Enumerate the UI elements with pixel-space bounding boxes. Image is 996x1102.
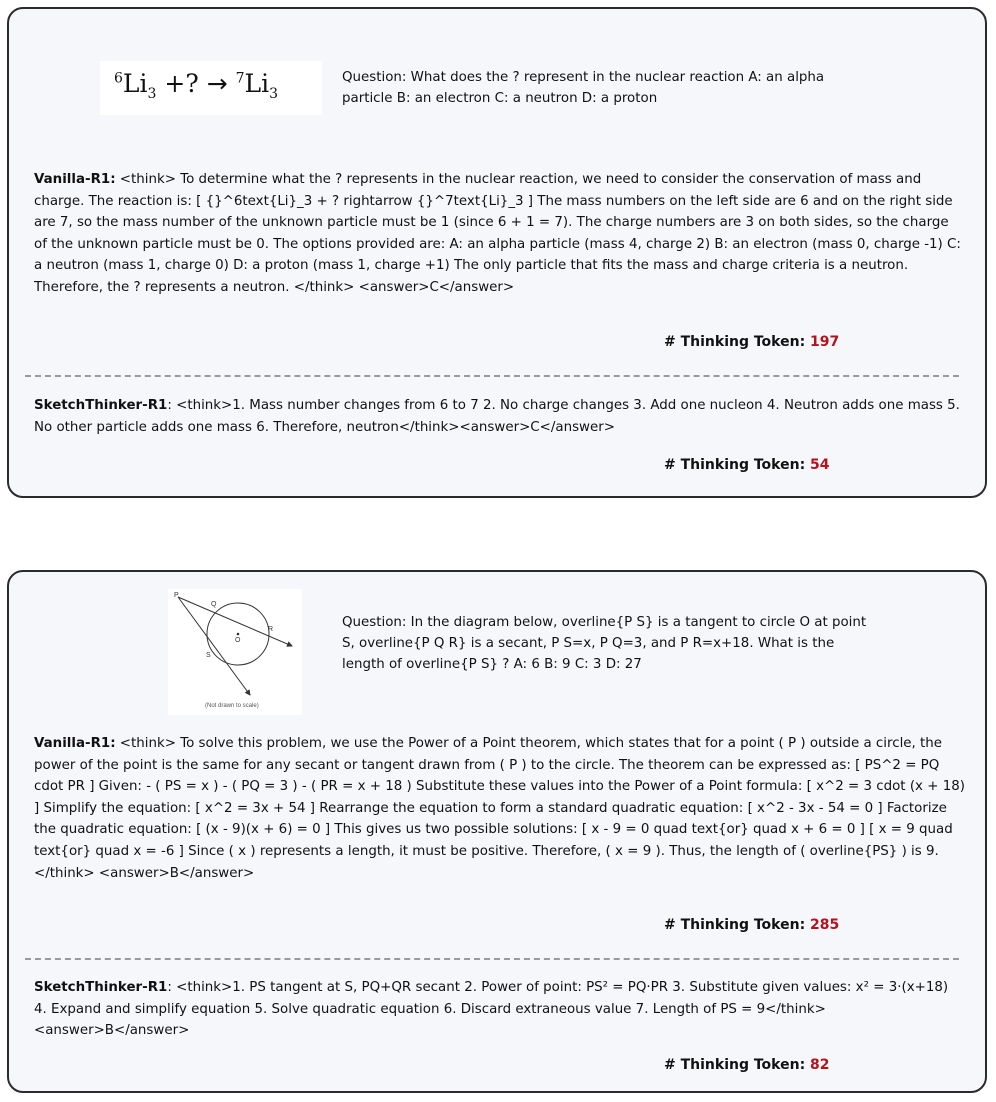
vanilla-thinking-token: # Thinking Token: 197	[664, 334, 840, 350]
tangent-ps	[178, 597, 250, 695]
center-dot	[237, 633, 240, 636]
separator	[25, 375, 959, 377]
vanilla-response	[34, 169, 965, 299]
diagram-caption: (Not drawn to scale)	[205, 703, 259, 709]
nuclear-equation: $^6Li_3$ +? → $^7Li_3$	[114, 69, 279, 102]
vanilla-thinking-token: # Thinking Token: 285	[664, 917, 840, 933]
example-card-2	[7, 570, 987, 1093]
vanilla-text: <think> To determine what the ? represents in the nuclear reaction, we need to consider the conservation of mass and charge. The reaction is: [ {}^6text{Li}_3 + ? rightarrow {}^7text{Li}_3 ] The mass numbers on the left side are 6 and on the right side are 7, so the mass number of the unknown particle must be 1 (since 6 + 1 = 7). The charge numbers are 3 on both sides, so the charge of the unknown particle must be 0. The options provided are: A: an alpha particle (mass 4, charge 2) B: an electron (mass 0, charge -1) C: a neutron (mass 1, charge 0) D: a proton (mass 1, charge +1) The only particle that fits the mass and charge criteria is a neutron. Therefore, the ? represents a neutron. </think> <answer>C</answer>	[34, 172, 961, 295]
question-text: Question: In the diagram below, overline{P S} is a tangent to circle O at point S, overline{P Q R} is a secant, P S=x, P Q=3, and P R=x+18. What is the length of overline{P S} ? A: 6 B: 9 C: 3 D: 27	[342, 615, 867, 672]
geometry-diagram	[168, 589, 302, 715]
sketch-response	[34, 977, 965, 1042]
vanilla-label: Vanilla-R1:	[34, 736, 116, 751]
sketch-thinking-token: # Thinking Token: 54	[664, 457, 830, 473]
label-o: O	[235, 637, 241, 644]
sketch-text: : <think>1. PS tangent at S, PQ+QR secant 2. Power of point: PS² = PQ·PR 3. Substitute given values: x² = 3·(x+18) 4. Expand and simplify equation 5. Solve quadratic equation 6. Discard extraneous value 7. Length of PS = 9</think><answer>B</answer>	[34, 980, 949, 1039]
label-q: Q	[211, 601, 217, 608]
vanilla-response	[34, 733, 965, 884]
sketch-label: SketchThinker-R1	[34, 398, 168, 413]
question-text: Question: What does the ? represent in the nuclear reaction A: an alpha particle B: an electron C: a neutron D: a proton	[342, 70, 825, 106]
sketch-text: : <think>1. Mass number changes from 6 to 7 2. No charge changes 3. Add one nucleon 4. Neutron adds one mass 5. No other particle adds one mass 6. Therefore, neutron</think><answer>C</answer>	[34, 398, 960, 435]
equation-image	[100, 61, 322, 115]
sketch-response	[34, 395, 965, 438]
example-card-1	[7, 7, 987, 498]
sketch-label: SketchThinker-R1	[34, 980, 168, 995]
label-r: R	[268, 626, 274, 633]
vanilla-label: Vanilla-R1:	[34, 172, 116, 187]
label-p: P	[174, 592, 179, 599]
sketch-thinking-token: # Thinking Token: 82	[664, 1057, 830, 1073]
diagram-svg	[168, 589, 302, 715]
separator	[25, 958, 959, 960]
label-s: S	[206, 652, 211, 659]
vanilla-text: <think> To solve this problem, we use the Power of a Point theorem, which states that for a point ( P ) outside a circle, the power of the point is the same for any secant or tangent drawn from ( P ) to the circle. The theorem can be expressed as: [ PS^2 = PQ cdot PR ] Given: - ( PS = x ) - ( PQ = 3 ) - ( PR = x + 18 ) Substitute these values into the Power of a Point formula: [ x^2 = 3 cdot (x + 18) ] Simplify the equation: [ x^2 = 3x + 54 ] Rearrange the equation to form a standard quadratic equation: [ x^2 - 3x - 54 = 0 ] Factorize the quadratic equation: [ (x - 9)(x + 6) = 0 ] This gives us two possible solutions: [ x - 9 = 0 quad text{or} quad x + 6 = 0 ] [ x = 9 quad text{or} quad x = -6 ] Since ( x ) represents a length, it must be positive. Therefore, ( x = 9 ). Thus, the length of ( overline{PS} ) is 9. </think> <answer>B</answer>	[34, 736, 965, 881]
